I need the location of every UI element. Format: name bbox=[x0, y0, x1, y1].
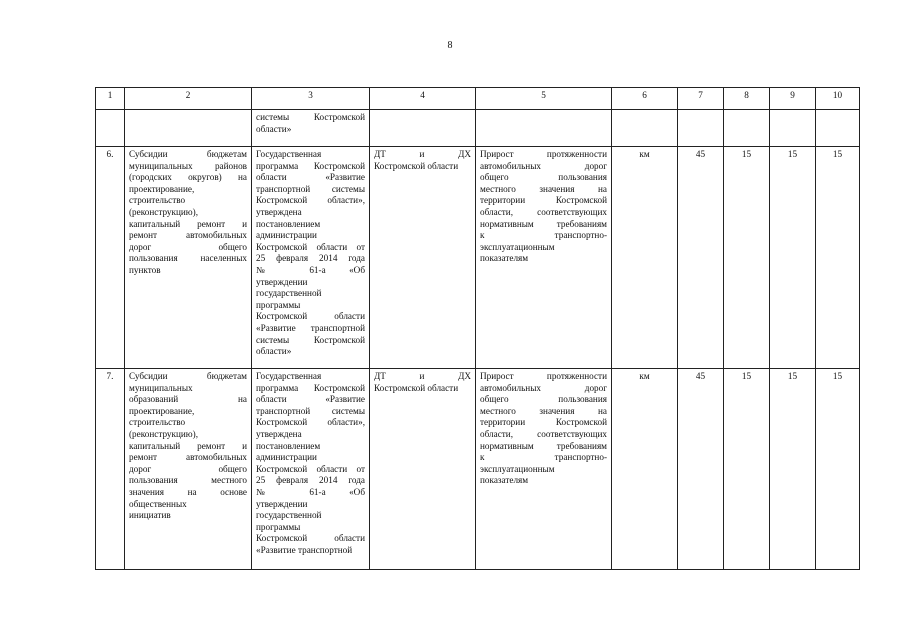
column-header: 10 bbox=[816, 88, 860, 110]
continuation-row bbox=[96, 110, 860, 147]
column-header: 2 bbox=[125, 88, 252, 110]
cell-text-line: Прирост протяженности bbox=[480, 149, 607, 159]
cell-text-line: автомобильных дорог bbox=[480, 382, 607, 393]
cell-text-line: (реконструкцию), bbox=[129, 428, 199, 439]
cell-text-line: «Развитие транспортной bbox=[256, 544, 353, 555]
table-row bbox=[96, 147, 860, 369]
cell-text-line: эксплуатационным bbox=[480, 463, 555, 474]
page-number: 8 bbox=[447, 40, 453, 51]
table-cell bbox=[476, 110, 612, 147]
column-header: 8 bbox=[724, 88, 770, 110]
cell-text-line: Костромской области bbox=[256, 533, 365, 544]
cell-text-line: системы Костромской bbox=[256, 112, 365, 122]
cell-text-line: (городских округов) на bbox=[129, 172, 247, 183]
cell-text-line: программа Костромской bbox=[256, 160, 365, 171]
table-cell bbox=[770, 110, 816, 147]
cell-text-line: местного значения на bbox=[480, 183, 607, 194]
cell-text-line: области, соответствующих bbox=[480, 206, 607, 217]
cell-text-line: области «Развитие bbox=[256, 394, 365, 405]
cell-text-line: к транспортно- bbox=[480, 452, 607, 463]
executor-cell bbox=[370, 147, 476, 369]
cell-text-line: капитальный ремонт и bbox=[129, 440, 247, 451]
column-header: 1 bbox=[96, 88, 125, 110]
indicators-table bbox=[95, 87, 860, 570]
table-cell bbox=[816, 110, 860, 147]
cell-text-line: строительство bbox=[129, 195, 186, 206]
indicator-cell bbox=[476, 369, 612, 570]
header-row bbox=[96, 88, 860, 110]
cell-text-line: области, соответствующих bbox=[480, 428, 607, 439]
value-cell: 45 bbox=[678, 369, 724, 570]
cell-text-line: транспортной системы bbox=[256, 405, 365, 416]
column-header: 6 bbox=[612, 88, 678, 110]
column-header: 5 bbox=[476, 88, 612, 110]
cell-text-line: территории Костромской bbox=[480, 195, 607, 206]
cell-text-line: государственной bbox=[256, 510, 322, 521]
cell-text-line: утверждении bbox=[256, 498, 308, 509]
column-header: 3 bbox=[252, 88, 370, 110]
cell-text-line: ремонт автомобильных bbox=[129, 452, 247, 463]
program-cell bbox=[252, 110, 370, 147]
unit-cell: км bbox=[612, 369, 678, 570]
cell-text-line: общественных bbox=[129, 498, 187, 509]
cell-text-line: ремонт автомобильных bbox=[129, 230, 247, 241]
cell-text-line: утверждена bbox=[256, 428, 302, 439]
cell-text-line: Костромской области bbox=[256, 311, 365, 322]
row-number: 6. bbox=[96, 147, 125, 369]
cell-text-line: Костромской области от bbox=[256, 463, 365, 474]
cell-text-line: № 61-а «Об bbox=[256, 486, 365, 497]
cell-text-line: Костромской области bbox=[374, 382, 459, 393]
cell-text-line: Государственная bbox=[256, 371, 322, 381]
cell-text-line: пользования населенных bbox=[129, 253, 247, 264]
cell-text-line: муниципальных районов bbox=[129, 160, 247, 171]
cell-text-line: показателям bbox=[480, 475, 529, 486]
cell-text-line: транспортной системы bbox=[256, 183, 365, 194]
cell-text-line: государственной bbox=[256, 288, 322, 299]
cell-text-line: эксплуатационным bbox=[480, 241, 555, 252]
cell-text-line: нормативным требованиям bbox=[480, 218, 607, 229]
column-header: 4 bbox=[370, 88, 476, 110]
table-cell bbox=[612, 110, 678, 147]
table-cell bbox=[96, 110, 125, 147]
cell-text-line: области «Развитие bbox=[256, 172, 365, 183]
value-cell: 15 bbox=[770, 369, 816, 570]
cell-text-line: ДТ и ДХ bbox=[374, 149, 471, 159]
unit-cell: км bbox=[612, 147, 678, 369]
cell-text-line: Государственная bbox=[256, 149, 322, 159]
cell-text-line: ДТ и ДХ bbox=[374, 371, 471, 381]
cell-text-line: инициатив bbox=[129, 510, 171, 521]
table-cell bbox=[370, 110, 476, 147]
value-cell: 15 bbox=[770, 147, 816, 369]
program-cell bbox=[252, 369, 370, 570]
cell-text-line: значения на основе bbox=[129, 486, 247, 497]
value-cell: 15 bbox=[724, 147, 770, 369]
cell-text-line: образований на bbox=[129, 394, 247, 405]
cell-text-line: автомобильных дорог bbox=[480, 160, 607, 171]
cell-text-line: Прирост протяженности bbox=[480, 371, 607, 381]
table-cell bbox=[724, 110, 770, 147]
cell-text-line: пунктов bbox=[129, 264, 161, 275]
cell-text-line: местного значения на bbox=[480, 405, 607, 416]
measure-cell bbox=[125, 147, 252, 369]
cell-text-line: утверждена bbox=[256, 206, 302, 217]
executor-cell bbox=[370, 369, 476, 570]
table-cell bbox=[678, 110, 724, 147]
cell-text-line: Костромской области bbox=[374, 160, 459, 171]
cell-text-line: Костромской области», bbox=[256, 195, 365, 206]
program-cell bbox=[252, 147, 370, 369]
cell-text-line: к транспортно- bbox=[480, 230, 607, 241]
cell-text-line: 25 февраля 2014 года bbox=[256, 475, 365, 486]
cell-text-line: Костромской области от bbox=[256, 241, 365, 252]
cell-text-line: пользования местного bbox=[129, 475, 247, 486]
cell-text-line: области» bbox=[256, 123, 292, 134]
row-number: 7. bbox=[96, 369, 125, 570]
cell-text-line: постановлением bbox=[256, 440, 321, 451]
cell-text-line: капитальный ремонт и bbox=[129, 218, 247, 229]
cell-text-line: администрации bbox=[256, 230, 317, 241]
cell-text-line: утверждении bbox=[256, 276, 308, 287]
cell-text-line: общего пользования bbox=[480, 172, 607, 183]
cell-text-line: дорог общего bbox=[129, 463, 247, 474]
cell-text-line: 25 февраля 2014 года bbox=[256, 253, 365, 264]
cell-text-line: (реконструкцию), bbox=[129, 206, 199, 217]
cell-text-line: области» bbox=[256, 346, 292, 357]
cell-text-line: программы bbox=[256, 521, 301, 532]
cell-text-line: программа Костромской bbox=[256, 382, 365, 393]
cell-text-line: проектирование, bbox=[129, 183, 195, 194]
cell-text-line: программы bbox=[256, 299, 301, 310]
value-cell: 15 bbox=[816, 369, 860, 570]
column-header: 9 bbox=[770, 88, 816, 110]
cell-text-line: системы Костромской bbox=[256, 334, 365, 345]
cell-text-line: дорог общего bbox=[129, 241, 247, 252]
cell-text-line: общего пользования bbox=[480, 394, 607, 405]
measure-cell bbox=[125, 369, 252, 570]
cell-text-line: показателям bbox=[480, 253, 529, 264]
cell-text-line: постановлением bbox=[256, 218, 321, 229]
cell-text-line: Субсидии бюджетам bbox=[129, 149, 247, 159]
value-cell: 15 bbox=[816, 147, 860, 369]
cell-text-line: муниципальных bbox=[129, 382, 193, 393]
cell-text-line: территории Костромской bbox=[480, 417, 607, 428]
cell-text-line: проектирование, bbox=[129, 405, 195, 416]
value-cell: 15 bbox=[724, 369, 770, 570]
table-cell bbox=[125, 110, 252, 147]
cell-text-line: № 61-а «Об bbox=[256, 264, 365, 275]
cell-text-line: администрации bbox=[256, 452, 317, 463]
cell-text-line: нормативным требованиям bbox=[480, 440, 607, 451]
cell-text-line: Субсидии бюджетам bbox=[129, 371, 247, 381]
value-cell: 45 bbox=[678, 147, 724, 369]
column-header: 7 bbox=[678, 88, 724, 110]
indicator-cell bbox=[476, 147, 612, 369]
cell-text-line: строительство bbox=[129, 417, 186, 428]
table-row bbox=[96, 369, 860, 570]
cell-text-line: Костромской области», bbox=[256, 417, 365, 428]
cell-text-line: «Развитие транспортной bbox=[256, 322, 365, 333]
